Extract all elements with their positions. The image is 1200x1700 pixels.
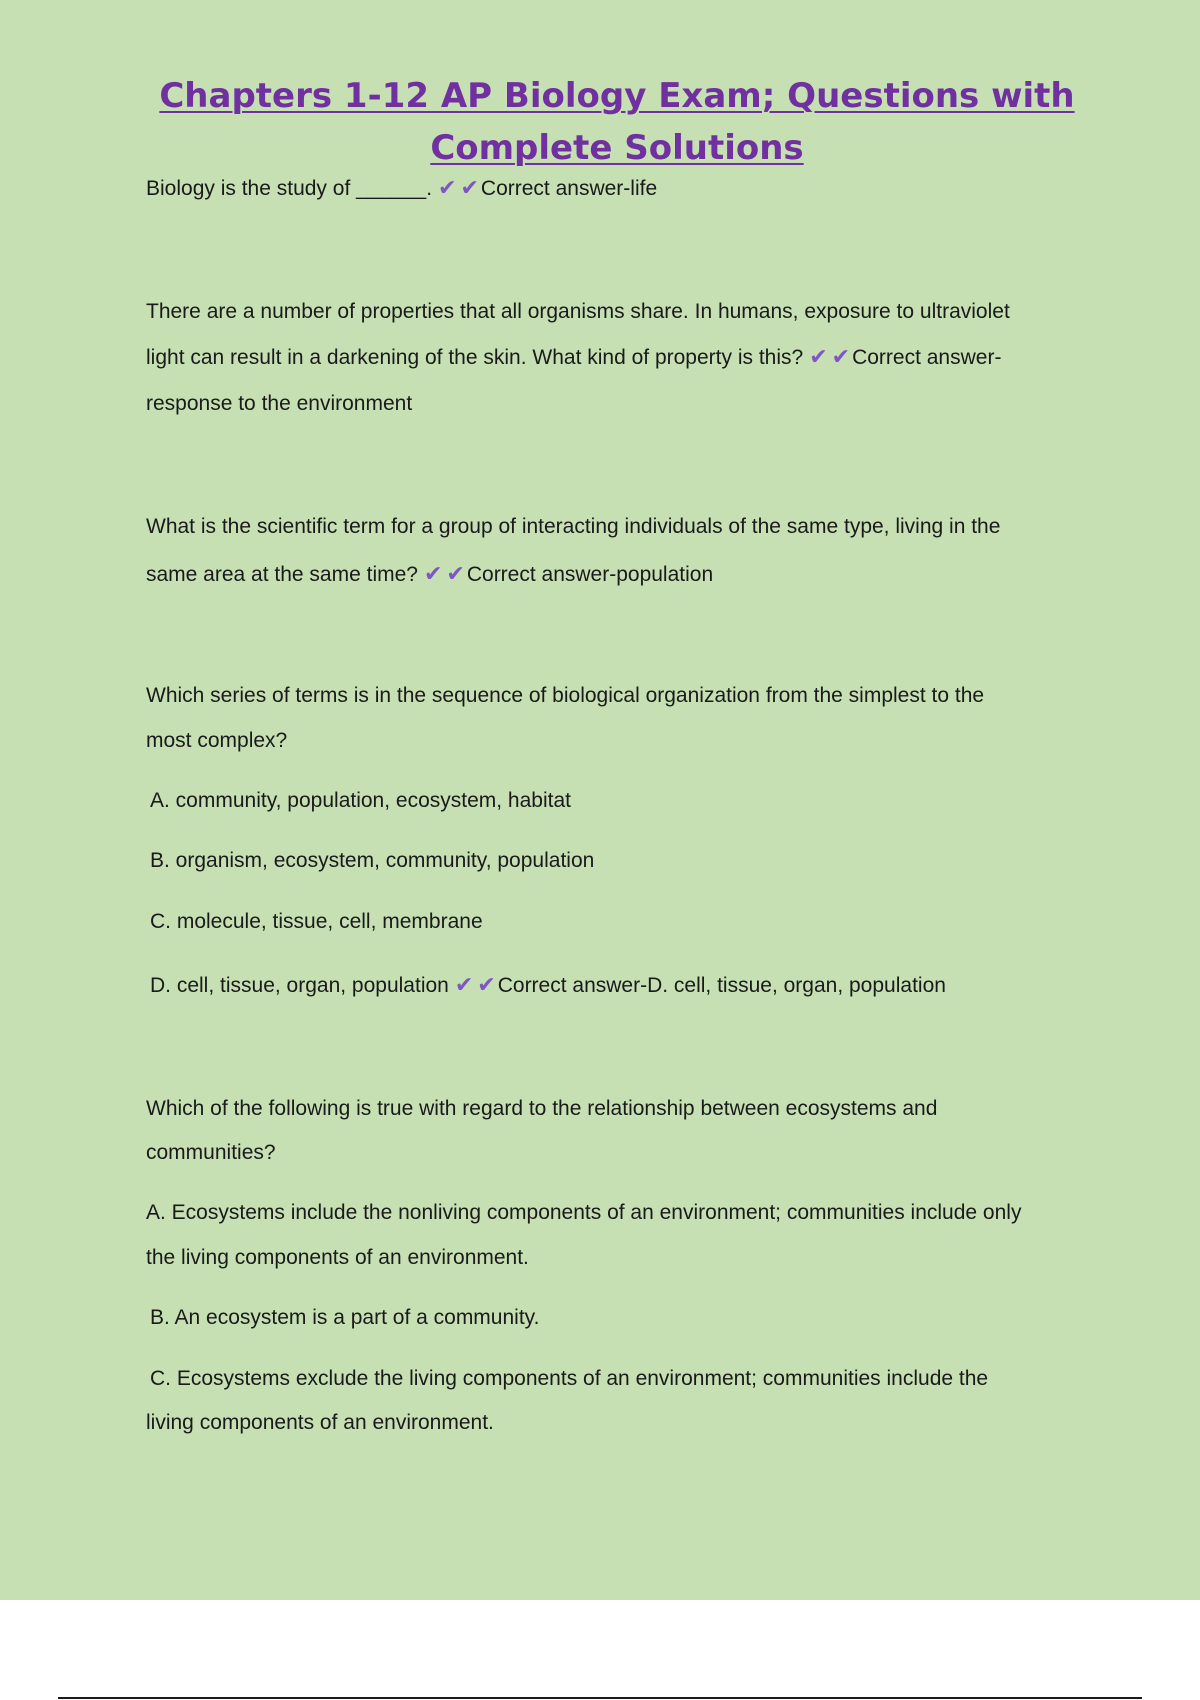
question-2-answer: Correct answer- [852,346,1002,369]
question-4-option-d-text: D. cell, tissue, organ, population [150,974,449,997]
question-2-line-2 [146,343,1001,373]
check-icon: ✔ [423,562,443,587]
check-icon: ✔ [438,176,457,201]
question-2-text: light can result in a darkening of the skin. What kind of property is this? [146,346,804,369]
footer-divider [58,1697,1142,1699]
question-4-answer: Correct answer-D. cell, tissue, organ, population [497,974,946,997]
question-3-line-1: What is the scientific term for a group of interacting individuals of the same type, living in the [146,515,1001,538]
question-4-option-b: B. organism, ecosystem, community, population [150,849,595,872]
check-icon: ✔ [446,562,465,587]
check-icon: ✔ [809,345,828,370]
question-1-answer: Correct answer-life [480,177,658,200]
question-3-text: same area at the same time? [146,563,418,586]
question-5-option-a-line-2: the living components of an environment. [146,1246,529,1269]
question-1-text: Biology is the study of ______. [146,177,433,200]
check-icon: ✔ [831,345,851,370]
question-3-answer: Correct answer-population [466,563,714,586]
document-title [0,70,1200,174]
check-icon: ✔ [454,973,474,998]
title-line-2: Complete Solutions [430,128,804,168]
question-2-line-1: There are a number of properties that all organisms share. In humans, exposure to ultraviolet [146,300,1010,323]
check-icon: ✔ [477,973,496,998]
question-5-option-b: B. An ecosystem is a part of a community. [150,1306,540,1329]
question-5-option-c-line-2: living components of an environment. [146,1411,494,1434]
question-5-option-c-line-1: C. Ecosystems exclude the living components of an environment; communities include the [150,1367,989,1390]
question-5-line-1: Which of the following is true with regard to the relationship between ecosystems and [146,1097,938,1120]
question-5-option-a-line-1: A. Ecosystems include the nonliving components of an environment; communities include only [146,1201,1022,1224]
question-5-line-2: communities? [146,1141,276,1164]
question-1 [146,174,657,204]
question-4-option-d [150,971,946,1001]
question-2-line-3: response to the environment [146,392,413,415]
question-4-line-1: Which series of terms is in the sequence of biological organization from the simplest to the [146,684,985,707]
question-4-option-a: A. community, population, ecosystem, habitat [150,789,571,812]
question-4-line-2: most complex? [146,729,288,752]
check-icon: ✔ [460,176,479,201]
question-4-option-c: C. molecule, tissue, cell, membrane [150,910,483,933]
title-line-1: Chapters 1-12 AP Biology Exam; Questions with [159,76,1075,116]
question-3-line-2 [146,560,713,590]
